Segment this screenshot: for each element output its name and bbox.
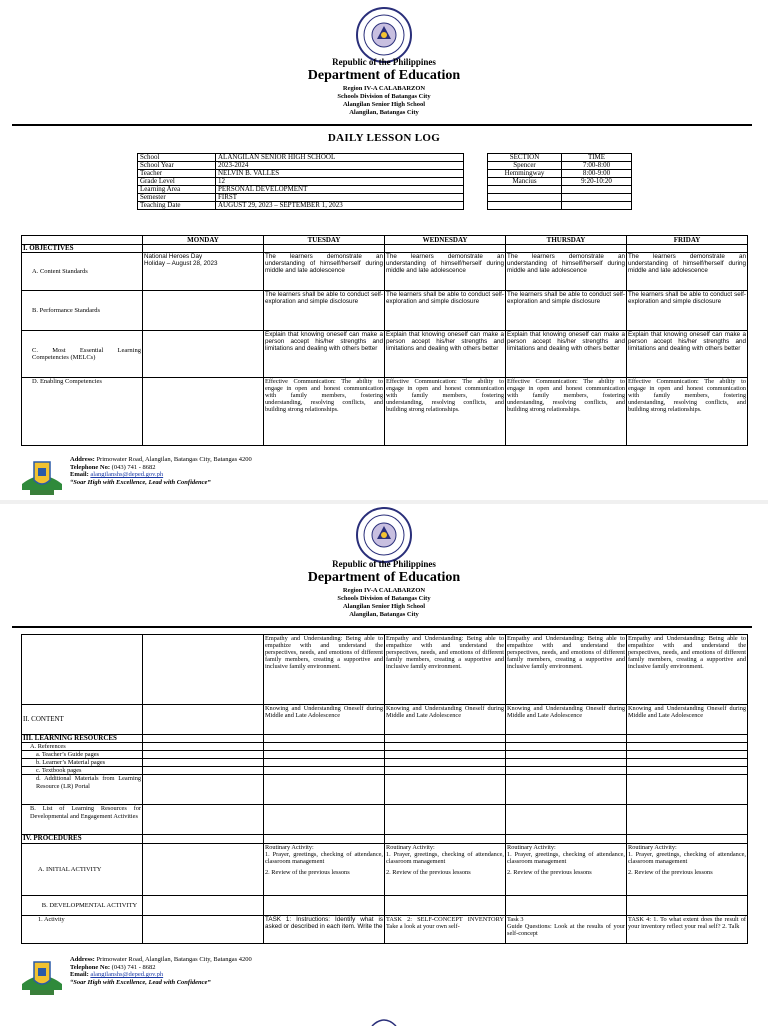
address-text: Primowater Road, Alangilan, Batangas City, Batangas 4200 [96, 956, 252, 963]
header-region: Region IV-A CALABARZON [342, 587, 426, 594]
header-republic: Republic of the Philippines [332, 57, 436, 67]
label-melcs: C. Most Essential Learning Competencies (MELCs) [22, 331, 143, 378]
cell-empty [143, 635, 264, 705]
cell-empty [143, 331, 264, 378]
cell-empty [264, 767, 385, 775]
cell-empty [143, 735, 264, 743]
thursday-activity [506, 915, 627, 943]
email-label: Email: [70, 971, 89, 979]
cell-empty [143, 751, 264, 759]
cell-empty [385, 805, 506, 835]
routinary-title: Routinary Activity: [507, 843, 556, 851]
wednesday-content: Knowing and Understanding Oneself during Middle and Late Adolescence [385, 705, 506, 735]
cell-empty [385, 245, 506, 253]
label-enabling: D. Enabling Competencies [22, 378, 143, 446]
schedule-time: 8:00-9:00 [562, 170, 632, 178]
info-value: NELVIN B. VALLES [216, 170, 464, 178]
cell-empty [506, 751, 627, 759]
next-page-seal-icon [370, 1018, 398, 1026]
tuesday-performance-standard: The learners shall be able to conduct self-exploration and simple disclosure [264, 291, 385, 331]
email-label: Email: [70, 471, 89, 479]
cell-empty [506, 743, 627, 751]
schedule-time: 9:20-10:20 [562, 178, 632, 186]
cell-empty [143, 705, 264, 735]
cell-empty [264, 743, 385, 751]
header-department: Department of Education [307, 570, 461, 585]
friday-initial [627, 843, 748, 895]
phone-text: (043) 741 - 8682 [111, 463, 156, 471]
info-value: ALANGILAN SENIOR HIGH SCHOOL [216, 154, 464, 162]
cell-empty [385, 751, 506, 759]
schedule-section: Mancius [488, 178, 562, 186]
friday-content-standard: The learners demonstrate an understanding of himself/herself during middle and late adolescence [627, 253, 748, 291]
label-learners-material: b. Learner’s Material pages [22, 759, 143, 767]
cell-empty [627, 759, 748, 767]
email-link[interactable]: alangilanshs@deped.gov.ph [90, 471, 164, 479]
routinary-title: Routinary Activity: [628, 843, 677, 851]
routinary-body: 1. Prayer, greetings, checking of attendance, classroom management [628, 850, 746, 865]
cell-empty [143, 759, 264, 767]
info-label: Grade Level [138, 178, 216, 186]
routinary-body: 1. Prayer, greetings, checking of attendance, classroom management [265, 850, 383, 865]
page-1 [0, 0, 768, 502]
label-content-standards: A. Content Standards [22, 253, 143, 291]
header-school: Alangilan Senior High School [342, 101, 426, 108]
wednesday-enabling-2: Empathy and Understanding: Being able to empathize with and understand the perspectives, needs, and emotions of different family members, creating a supportive and inclusive family environment. [385, 635, 506, 705]
info-value: AUGUST 29, 2023 – SEPTEMBER 1, 2023 [216, 202, 464, 210]
cell-empty [627, 775, 748, 805]
cell-empty [506, 759, 627, 767]
header-location: Alangilan, Batangas City [349, 611, 419, 618]
cell-empty [506, 245, 627, 253]
task-body: Guide Questions: Look at the results of your self-concept [507, 922, 625, 937]
phone-label: Telephone No: [70, 463, 111, 471]
cell-empty [506, 767, 627, 775]
cell-empty [143, 835, 264, 843]
wednesday-content-standard: The learners demonstrate an understanding of himself/herself during middle and late adolescence [385, 253, 506, 291]
cell-empty [264, 805, 385, 835]
schedule-section: Hemmingway [488, 170, 562, 178]
cell-empty [385, 895, 506, 915]
footer [70, 456, 252, 486]
cell-empty [143, 775, 264, 805]
routinary-title: Routinary Activity: [386, 843, 435, 851]
label-additional-materials: d. Additional Materials from Learning Resource (LR) Portal [22, 775, 143, 805]
thursday-enabling: Effective Communication: The ability to engage in open and honest communication with family members, fostering understanding, resolving conflicts, and building strong relationships. [506, 378, 627, 446]
cell-empty [627, 835, 748, 843]
routinary-review: 2. Review of the previous lessons [265, 868, 350, 876]
deped-seal-icon [355, 6, 413, 64]
day-header-blank [22, 236, 143, 245]
cell-empty [143, 895, 264, 915]
cell-empty [506, 895, 627, 915]
cell-empty [143, 743, 264, 751]
cell-empty [385, 767, 506, 775]
friday-enabling-2: Empathy and Understanding: Being able to empathize with and understand the perspectives, needs, and emotions of different family members, creating a supportive and inclusive family environment. [627, 635, 748, 705]
cell-empty [143, 767, 264, 775]
cell-empty [627, 895, 748, 915]
schedule-empty [488, 202, 562, 210]
schedule-section: Spencer [488, 162, 562, 170]
header-rule [12, 124, 752, 126]
label-textbook: c. Textbook pages [22, 767, 143, 775]
routinary-body: 1. Prayer, greetings, checking of attendance, classroom management [507, 850, 625, 865]
section-resources: III. LEARNING RESOURCES [22, 735, 143, 743]
tuesday-content: Knowing and Understanding Oneself during Middle and Late Adolescence [264, 705, 385, 735]
cell-empty [264, 835, 385, 843]
schedule-header-section: SECTION [488, 154, 562, 162]
school-logo-icon [20, 454, 64, 498]
cell-empty [264, 735, 385, 743]
header-department: Department of Education [307, 68, 461, 83]
routinary-review: 2. Review of the previous lessons [628, 868, 713, 876]
cell-empty [264, 751, 385, 759]
tuesday-initial [264, 843, 385, 895]
page-2 [0, 502, 768, 1024]
wednesday-activity: TASK 2: SELF-CONCEPT INVENTORY Take a look at your own self- [385, 915, 506, 943]
friday-performance-standard: The learners shall be able to conduct self-exploration and simple disclosure [627, 291, 748, 331]
tuesday-melc: Explain that knowing oneself can make a person accept his/her strengths and limitations and dealing with others better [264, 331, 385, 378]
friday-melc: Explain that knowing oneself can make a person accept his/her strengths and limitations and dealing with others better [627, 331, 748, 378]
cell-empty [385, 835, 506, 843]
school-motto: “Soar High with Excellence, Lead with Confidence” [70, 478, 211, 486]
cell-empty [264, 759, 385, 767]
cell-empty [264, 775, 385, 805]
info-value: 12 [216, 178, 464, 186]
header-school: Alangilan Senior High School [342, 603, 426, 610]
email-link[interactable]: alangilanshs@deped.gov.ph [90, 971, 164, 979]
tuesday-enabling-2: Empathy and Understanding: Being able to empathize with and understand the perspectives, needs, and emotions of different family members, creating a supportive and inclusive family environment. [264, 635, 385, 705]
cell-empty [506, 805, 627, 835]
wednesday-performance-standard: The learners shall be able to conduct self-exploration and simple disclosure [385, 291, 506, 331]
school-logo-icon [20, 954, 64, 998]
cell-empty [627, 735, 748, 743]
schedule-empty [562, 186, 632, 194]
cell-empty [22, 635, 143, 705]
day-header-monday: MONDAY [143, 236, 264, 245]
thursday-content: Knowing and Understanding Oneself during Middle and Late Adolescence [506, 705, 627, 735]
info-label: Teaching Date [138, 202, 216, 210]
schedule-empty [562, 202, 632, 210]
day-header-friday: FRIDAY [627, 236, 748, 245]
address-text: Primowater Road, Alangilan, Batangas City, Batangas 4200 [96, 456, 252, 463]
wednesday-enabling: Effective Communication: The ability to engage in open and honest communication with family members, fostering understanding, resolving conflicts, and building strong relationships. [385, 378, 506, 446]
task-title: Task 3 [507, 915, 524, 923]
day-header-tuesday: TUESDAY [264, 236, 385, 245]
holiday-date: Holiday – August 28, 2023 [144, 260, 218, 268]
info-label: Teacher [138, 170, 216, 178]
cell-empty [627, 805, 748, 835]
holiday-name: National Heroes Day [144, 253, 203, 261]
thursday-performance-standard: The learners shall be able to conduct self-exploration and simple disclosure [506, 291, 627, 331]
routinary-review: 2. Review of the previous lessons [386, 868, 471, 876]
school-motto: “Soar High with Excellence, Lead with Confidence” [70, 978, 211, 986]
cell-empty [627, 751, 748, 759]
cell-empty [385, 735, 506, 743]
lesson-info-table [137, 153, 464, 210]
routinary-title: Routinary Activity: [265, 843, 314, 851]
cell-empty [264, 895, 385, 915]
schedule-empty [488, 194, 562, 202]
label-teachers-guide: a. Teacher’s Guide pages [22, 751, 143, 759]
cell-empty [385, 759, 506, 767]
day-header-wednesday: WEDNESDAY [385, 236, 506, 245]
thursday-content-standard: The learners demonstrate an understanding of himself/herself during middle and late adolescence [506, 253, 627, 291]
cell-empty [143, 291, 264, 331]
tuesday-enabling: Effective Communication: The ability to engage in open and honest communication with family members, fostering understanding, resolving conflicts, and building strong relationships. [264, 378, 385, 446]
header-republic: Republic of the Philippines [332, 559, 436, 569]
deped-seal-icon [355, 506, 413, 564]
cell-empty [143, 915, 264, 943]
lesson-log-table [21, 235, 748, 446]
label-developmental-activity: B. DEVELOPMENTAL ACTIVITY [22, 895, 143, 915]
schedule-table [487, 153, 632, 210]
thursday-initial [506, 843, 627, 895]
cell-empty [627, 743, 748, 751]
info-value: PERSONAL DEVELOPMENT [216, 186, 464, 194]
cell-empty [143, 805, 264, 835]
cell-empty [385, 775, 506, 805]
cell-empty [143, 843, 264, 895]
header-region: Region IV-A CALABARZON [342, 85, 426, 92]
wednesday-initial [385, 843, 506, 895]
section-content: II. CONTENT [22, 705, 143, 735]
info-label: Semester [138, 194, 216, 202]
label-list-resources: B. List of Learning Resources for Developmental and Engagement Activities [22, 805, 143, 835]
routinary-body: 1. Prayer, greetings, checking of attendance, classroom management [386, 850, 504, 865]
friday-activity: TASK 4: 1. To what extent does the result of your inventory reflect your real self? 2. Talk [627, 915, 748, 943]
tuesday-activity: TASK 1: Instructions: Identify what is asked or described in each item. Write the [264, 915, 385, 943]
phone-label: Telephone No: [70, 963, 111, 971]
wednesday-melc: Explain that knowing oneself can make a person accept his/her strengths and limitations and dealing with others better [385, 331, 506, 378]
cell-empty [627, 245, 748, 253]
info-label: Learning Area [138, 186, 216, 194]
tuesday-content-standard: The learners demonstrate an understanding of himself/herself during middle and late adolescence [264, 253, 385, 291]
header-location: Alangilan, Batangas City [349, 109, 419, 116]
thursday-melc: Explain that knowing oneself can make a person accept his/her strengths and limitations and dealing with others better [506, 331, 627, 378]
info-label: School [138, 154, 216, 162]
thursday-enabling-2: Empathy and Understanding: Being able to empathize with and understand the perspectives, needs, and emotions of different family members, creating a supportive and inclusive family environment. [506, 635, 627, 705]
day-header-thursday: THURSDAY [506, 236, 627, 245]
schedule-empty [488, 186, 562, 194]
routinary-review: 2. Review of the previous lessons [507, 868, 592, 876]
label-performance-standards: B. Performance Standards [22, 291, 143, 331]
address-label: Address: [70, 456, 95, 463]
section-objectives: I. OBJECTIVES [22, 245, 143, 253]
header-rule [12, 626, 752, 628]
schedule-time: 7:00-8:00 [562, 162, 632, 170]
label-activity: 1. Activity [22, 915, 143, 943]
cell-empty [506, 735, 627, 743]
schedule-header-time: TIME [562, 154, 632, 162]
phone-text: (043) 741 - 8682 [111, 963, 156, 971]
info-label: School Year [138, 162, 216, 170]
header-division: Schools Division of Batangas City [337, 93, 431, 100]
address-label: Address: [70, 956, 95, 963]
page-title: DAILY LESSON LOG [327, 132, 441, 144]
cell-empty [385, 743, 506, 751]
cell-empty [143, 378, 264, 446]
cell-empty [143, 245, 264, 253]
monday-holiday [143, 253, 264, 291]
friday-content: Knowing and Understanding Oneself during Middle and Late Adolescence [627, 705, 748, 735]
cell-empty [264, 245, 385, 253]
info-value: FIRST [216, 194, 464, 202]
section-procedures: IV. PROCEDURES [22, 835, 143, 843]
cell-empty [506, 775, 627, 805]
footer [70, 956, 252, 986]
schedule-empty [562, 194, 632, 202]
info-value: 2023-2024 [216, 162, 464, 170]
label-references: A. References [22, 743, 143, 751]
cell-empty [506, 835, 627, 843]
cell-empty [627, 767, 748, 775]
lesson-log-table-continued [21, 634, 748, 944]
label-initial-activity: A. INITIAL ACTIVITY [22, 843, 143, 895]
header-division: Schools Division of Batangas City [337, 595, 431, 602]
friday-enabling: Effective Communication: The ability to engage in open and honest communication with family members, fostering understanding, resolving conflicts, and building strong relationships. [627, 378, 748, 446]
